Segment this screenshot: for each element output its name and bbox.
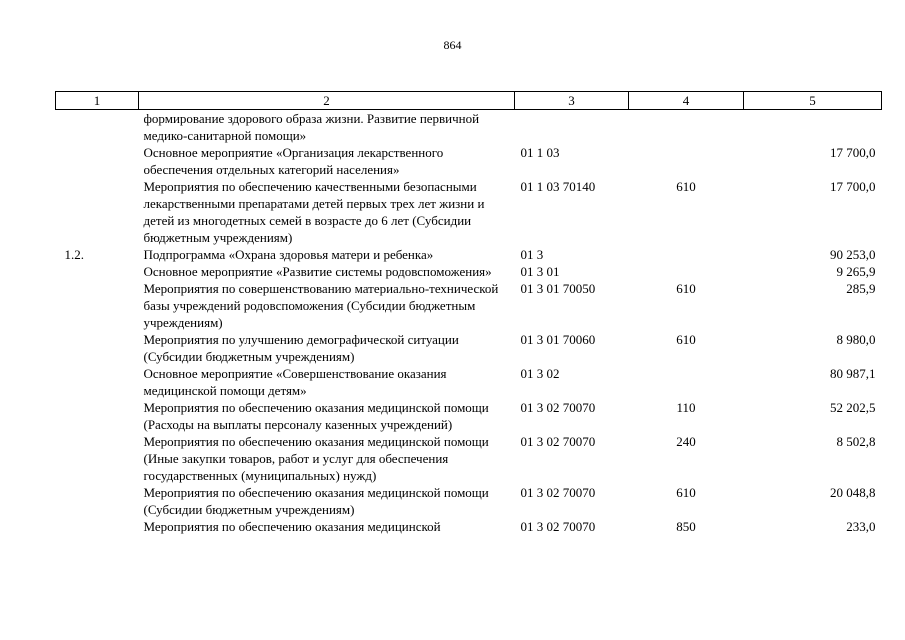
row-type [629,365,744,399]
table-row [56,433,882,484]
row-number [56,433,139,484]
row-type: 110 [676,400,696,415]
row-number [56,484,139,518]
row-name: Мероприятия по обеспечению оказания медицинской помощи (Субсидии бюджетным учреждениям) [143,485,489,517]
table-row [56,280,882,331]
table-header-row [56,92,882,110]
row-code: 01 3 [520,247,544,262]
row-code: 01 3 02 70070 [520,400,596,415]
column-header-1: 1 [56,92,139,110]
row-number [56,518,139,535]
row-name: Мероприятия по улучшению демографической ситуации (Субсидии бюджетным учреждениям) [143,332,459,364]
row-number [56,144,139,178]
row-name: Мероприятия по обеспечению оказания медицинской помощи (Иные закупки товаров, работ и услуг для обеспечения государственных (муниципальных) нужд) [143,434,489,483]
row-code: 01 3 01 [520,264,560,279]
row-name: Мероприятия по обеспечению оказания медицинской [143,519,441,534]
row-number: 1.2. [64,247,84,262]
table-row [56,399,882,433]
row-amount: 8 502,8 [836,434,876,449]
row-code: 01 3 02 [520,366,560,381]
row-type [629,263,744,280]
row-name: Основное мероприятие «Совершенствование оказания медицинской помощи детям» [143,366,447,398]
row-number [56,399,139,433]
row-amount [744,110,882,145]
row-number [56,280,139,331]
row-amount: 20 048,8 [830,485,876,500]
row-amount: 52 202,5 [830,400,876,415]
row-name: Подпрограмма «Охрана здоровья матери и ребенка» [143,247,434,262]
row-name: формирование здорового образа жизни. Развитие первичной медико-санитарной помощи» [143,111,480,143]
table-row [56,484,882,518]
table-row [56,246,882,263]
row-amount: 80 987,1 [830,366,876,381]
row-amount: 233,0 [846,519,876,534]
row-code: 01 3 02 70070 [520,519,596,534]
row-amount: 285,9 [846,281,876,296]
row-type: 610 [676,281,696,296]
row-amount: 17 700,0 [830,145,876,160]
row-number [56,331,139,365]
row-code: 01 3 01 70060 [520,332,596,347]
table-row [56,331,882,365]
row-code: 01 1 03 [520,145,560,160]
row-name: Мероприятия по совершенствованию материально-технической базы учреждений родовспоможения (Субсидии бюджетным учреждениям) [143,281,499,330]
row-name: Мероприятия по обеспечению оказания медицинской помощи (Расходы на выплаты персоналу казенных учреждений) [143,400,489,432]
row-type: 610 [676,179,696,194]
row-type: 850 [676,519,696,534]
row-type [629,144,744,178]
row-number [56,178,139,246]
row-type: 240 [676,434,696,449]
table-row [56,365,882,399]
row-name: Основное мероприятие «Организация лекарственного обеспечения отдельных категорий населения» [143,145,444,177]
row-type [629,110,744,145]
table-row [56,144,882,178]
page-number: 864 [443,38,462,52]
row-name: Основное мероприятие «Развитие системы родовспоможения» [143,264,492,279]
row-code: 01 3 01 70050 [520,281,596,296]
row-amount: 9 265,9 [836,264,876,279]
row-code [515,110,629,145]
column-header-2: 2 [139,92,515,110]
column-header-3: 3 [515,92,629,110]
table-row [56,263,882,280]
table-row [56,110,882,145]
column-header-4: 4 [629,92,744,110]
row-number [56,110,139,145]
row-type [629,246,744,263]
row-amount: 8 980,0 [836,332,876,347]
row-name: Мероприятия по обеспечению качественными безопасными лекарственными препаратами детей первых трех лет жизни и детей из многодетных семей в возрасте до 6 лет (Субсидии бюджетным учреждениям) [143,179,485,245]
budget-table [55,91,882,535]
row-type: 610 [676,485,696,500]
row-amount: 17 700,0 [830,179,876,194]
table-row [56,178,882,246]
row-amount: 90 253,0 [830,247,876,262]
column-header-5: 5 [744,92,882,110]
row-type: 610 [676,332,696,347]
table-row [56,518,882,535]
row-code: 01 1 03 70140 [520,179,596,194]
row-number [56,365,139,399]
row-code: 01 3 02 70070 [520,485,596,500]
row-number [56,263,139,280]
row-code: 01 3 02 70070 [520,434,596,449]
